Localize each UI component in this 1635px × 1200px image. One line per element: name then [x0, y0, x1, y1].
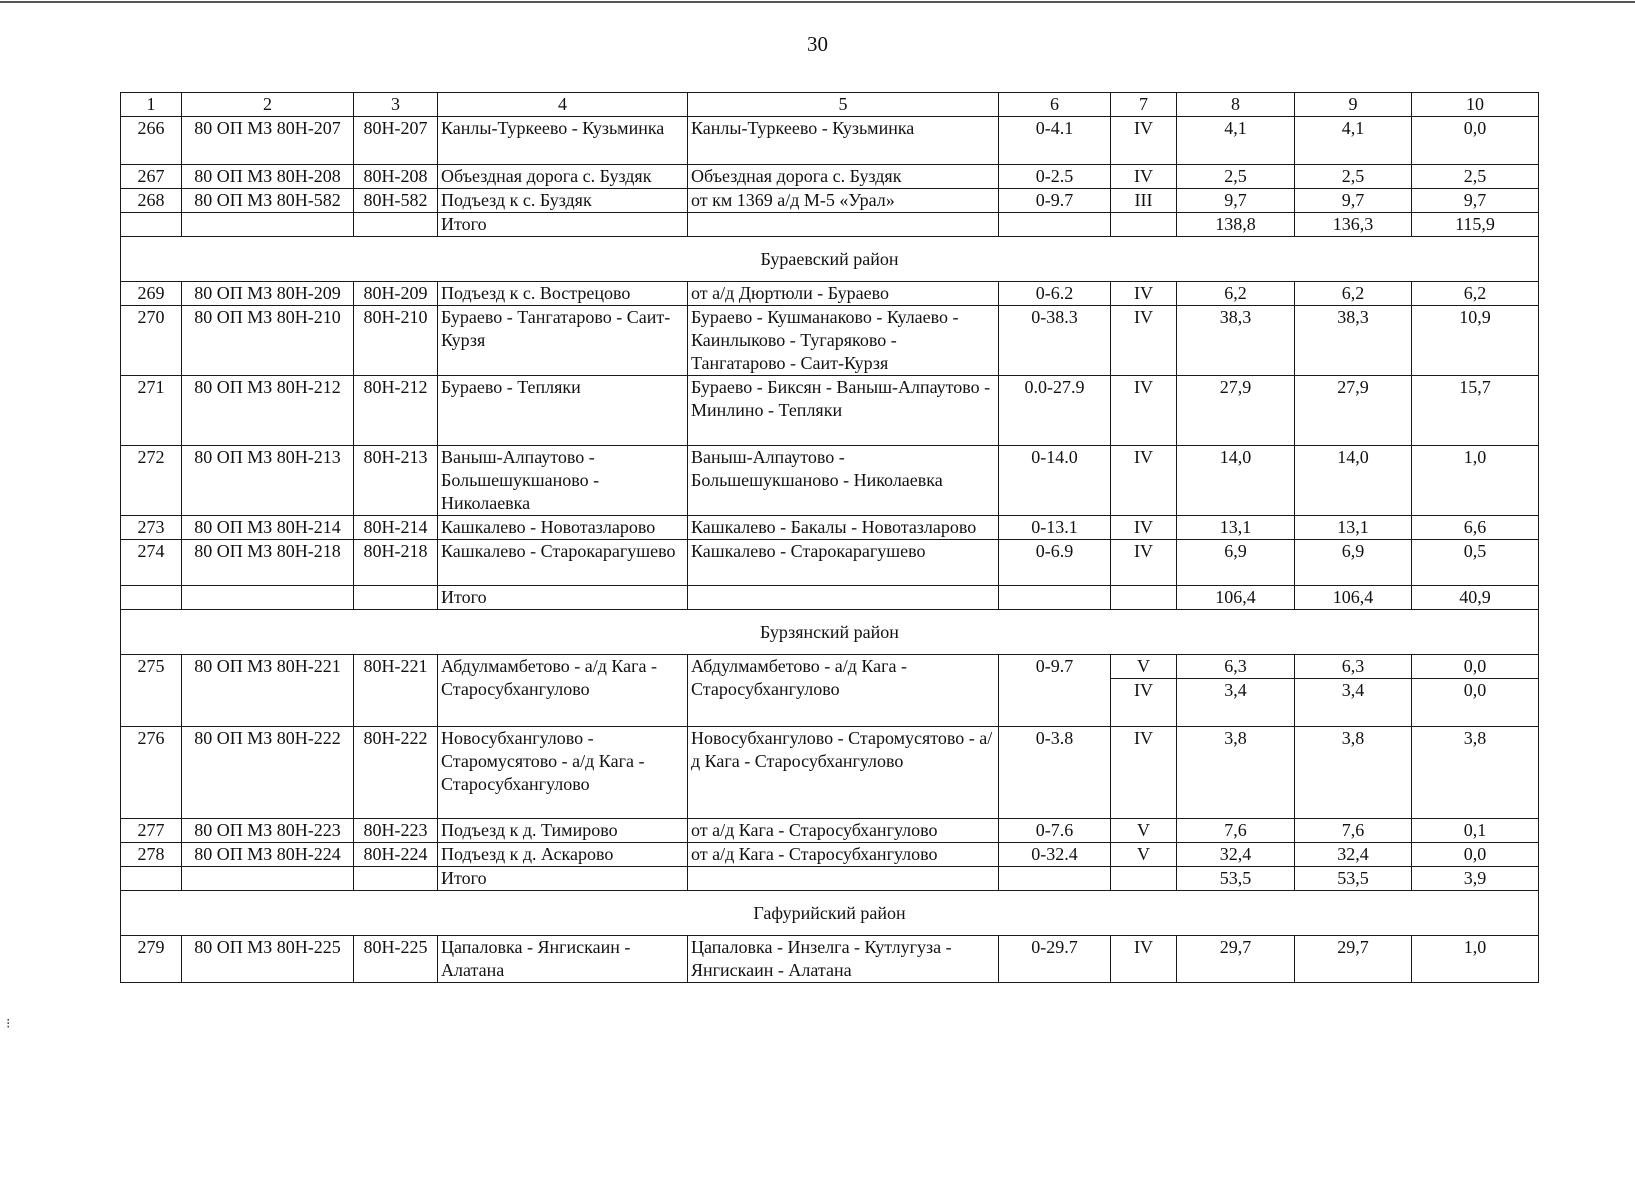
row-number-cell: 278	[121, 843, 182, 867]
row-number-cell: 270	[121, 306, 182, 376]
length-paved-cell: 40,9	[1412, 586, 1539, 610]
header-cell: 2	[182, 93, 354, 117]
table-row	[121, 936, 1539, 983]
km-range-cell: 0-9.7	[999, 655, 1111, 727]
road-code-cell: 80Н-222	[354, 727, 438, 819]
length-total-cell: 13,1	[1177, 516, 1295, 540]
category-cell: V	[1111, 655, 1177, 679]
route-cell	[688, 867, 999, 891]
road-name-cell: Подъезд к д. Аскарово	[438, 843, 688, 867]
category-cell: III	[1111, 189, 1177, 213]
km-range-cell: 0-13.1	[999, 516, 1111, 540]
row-number-cell: 274	[121, 540, 182, 586]
km-range-cell: 0-29.7	[999, 936, 1111, 983]
route-cell: Ваныш-Алпаутово - Большешукшаново - Николаевка	[688, 446, 999, 516]
category-cell: V	[1111, 819, 1177, 843]
length-total-cell: 2,5	[1177, 165, 1295, 189]
page-number: 30	[807, 32, 828, 56]
length-paved-cell: 6,2	[1412, 282, 1539, 306]
length-regional-cell: 4,1	[1295, 117, 1412, 165]
total-row	[121, 867, 1539, 891]
road-name-cell: Новосубхангулово - Старомусятово - а/д Кага - Старосубхангулово	[438, 727, 688, 819]
length-paved-cell: 0,0	[1412, 117, 1539, 165]
route-cell: от а/д Кага - Старосубхангулово	[688, 843, 999, 867]
road-id-cell: 80 ОП МЗ 80Н-208	[182, 165, 354, 189]
length-regional-cell: 29,7	[1295, 936, 1412, 983]
km-range-cell: 0.0-27.9	[999, 376, 1111, 446]
length-total-cell: 138,8	[1177, 213, 1295, 237]
km-range-cell	[999, 867, 1111, 891]
road-code-cell: 80Н-221	[354, 655, 438, 727]
km-range-cell: 0-32.4	[999, 843, 1111, 867]
road-code-cell: 80Н-223	[354, 819, 438, 843]
section-row	[121, 610, 1539, 655]
length-total-cell: 53,5	[1177, 867, 1295, 891]
length-total-cell: 4,1	[1177, 117, 1295, 165]
table-row	[121, 819, 1539, 843]
road-name-cell: Подъезд к с. Буздяк	[438, 189, 688, 213]
length-paved-cell: 15,7	[1412, 376, 1539, 446]
length-paved-cell: 6,6	[1412, 516, 1539, 540]
road-id-cell: 80 ОП МЗ 80Н-212	[182, 376, 354, 446]
km-range-cell: 0-9.7	[999, 189, 1111, 213]
road-code-cell: 80Н-209	[354, 282, 438, 306]
row-number-cell: 268	[121, 189, 182, 213]
length-paved-cell: 2,5	[1412, 165, 1539, 189]
table-row	[121, 189, 1539, 213]
row-number-cell: 279	[121, 936, 182, 983]
table-row	[121, 540, 1539, 586]
table-row	[121, 516, 1539, 540]
length-total-cell: 9,7	[1177, 189, 1295, 213]
road-name-cell: Бураево - Тангатарово - Саит-Курзя	[438, 306, 688, 376]
length-regional-cell: 27,9	[1295, 376, 1412, 446]
road-name-cell: Итого	[438, 586, 688, 610]
route-cell: от а/д Дюртюли - Бураево	[688, 282, 999, 306]
route-cell: Кашкалево - Старокарагушево	[688, 540, 999, 586]
road-id-cell: 80 ОП МЗ 80Н-209	[182, 282, 354, 306]
roads-table	[120, 92, 1539, 983]
length-regional-cell: 6,3	[1295, 655, 1412, 679]
length-total-cell: 14,0	[1177, 446, 1295, 516]
length-regional-cell: 3,4	[1295, 679, 1412, 727]
road-id-cell	[182, 213, 354, 237]
category-cell: IV	[1111, 540, 1177, 586]
road-name-cell: Итого	[438, 213, 688, 237]
category-cell: IV	[1111, 446, 1177, 516]
length-total-cell: 32,4	[1177, 843, 1295, 867]
length-regional-cell: 2,5	[1295, 165, 1412, 189]
section-row	[121, 237, 1539, 282]
road-code-cell: 80Н-210	[354, 306, 438, 376]
category-cell	[1111, 867, 1177, 891]
road-id-cell: 80 ОП МЗ 80Н-218	[182, 540, 354, 586]
header-cell: 9	[1295, 93, 1412, 117]
category-cell: IV	[1111, 117, 1177, 165]
length-total-cell: 27,9	[1177, 376, 1295, 446]
km-range-cell	[999, 213, 1111, 237]
length-regional-cell: 13,1	[1295, 516, 1412, 540]
header-cell: 3	[354, 93, 438, 117]
length-regional-cell: 9,7	[1295, 189, 1412, 213]
road-id-cell: 80 ОП МЗ 80Н-582	[182, 189, 354, 213]
row-number-cell	[121, 867, 182, 891]
length-total-cell: 106,4	[1177, 586, 1295, 610]
length-regional-cell: 7,6	[1295, 819, 1412, 843]
length-paved-cell: 3,8	[1412, 727, 1539, 819]
category-cell: V	[1111, 843, 1177, 867]
length-regional-cell: 3,8	[1295, 727, 1412, 819]
road-code-cell: 80Н-213	[354, 446, 438, 516]
road-code-cell: 80Н-582	[354, 189, 438, 213]
length-paved-cell: 0,0	[1412, 655, 1539, 679]
row-number-cell: 273	[121, 516, 182, 540]
row-number-cell	[121, 586, 182, 610]
category-cell: IV	[1111, 165, 1177, 189]
road-name-cell: Подъезд к д. Тимирово	[438, 819, 688, 843]
road-name-cell: Ваныш-Алпаутово - Большешукшаново - Николаевка	[438, 446, 688, 516]
route-cell	[688, 213, 999, 237]
category-cell	[1111, 213, 1177, 237]
total-row	[121, 586, 1539, 610]
km-range-cell: 0-7.6	[999, 819, 1111, 843]
road-id-cell	[182, 586, 354, 610]
road-name-cell: Итого	[438, 867, 688, 891]
length-paved-cell: 9,7	[1412, 189, 1539, 213]
header-cell: 6	[999, 93, 1111, 117]
length-regional-cell: 106,4	[1295, 586, 1412, 610]
header-cell: 7	[1111, 93, 1177, 117]
route-cell: Бураево - Кушманаково - Кулаево - Каинлыково - Тугаряково - Тангатарово - Саит-Курзя	[688, 306, 999, 376]
length-paved-cell: 10,9	[1412, 306, 1539, 376]
row-number-cell: 271	[121, 376, 182, 446]
header-cell: 10	[1412, 93, 1539, 117]
table-row	[121, 282, 1539, 306]
length-paved-cell: 115,9	[1412, 213, 1539, 237]
length-total-cell: 6,3	[1177, 655, 1295, 679]
road-id-cell: 80 ОП МЗ 80Н-210	[182, 306, 354, 376]
length-regional-cell: 53,5	[1295, 867, 1412, 891]
category-cell: IV	[1111, 936, 1177, 983]
km-range-cell: 0-14.0	[999, 446, 1111, 516]
section-row	[121, 891, 1539, 936]
road-id-cell: 80 ОП МЗ 80Н-207	[182, 117, 354, 165]
road-code-cell: 80Н-214	[354, 516, 438, 540]
length-regional-cell: 6,9	[1295, 540, 1412, 586]
top-rule	[0, 1, 1635, 3]
road-id-cell: 80 ОП МЗ 80Н-225	[182, 936, 354, 983]
length-paved-cell: 0,0	[1412, 843, 1539, 867]
route-cell: Объездная дорога с. Буздяк	[688, 165, 999, 189]
road-name-cell: Канлы-Туркеево - Кузьминка	[438, 117, 688, 165]
row-number-cell: 266	[121, 117, 182, 165]
route-cell	[688, 586, 999, 610]
row-number-cell: 277	[121, 819, 182, 843]
table-row	[121, 655, 1539, 679]
length-regional-cell: 136,3	[1295, 213, 1412, 237]
table-body	[121, 93, 1539, 983]
road-name-cell: Цапаловка - Янгискаин - Алатана	[438, 936, 688, 983]
length-regional-cell: 6,2	[1295, 282, 1412, 306]
length-total-cell: 6,9	[1177, 540, 1295, 586]
length-paved-cell: 1,0	[1412, 446, 1539, 516]
road-id-cell: 80 ОП МЗ 80Н-222	[182, 727, 354, 819]
header-row	[121, 93, 1539, 117]
category-cell	[1111, 586, 1177, 610]
road-code-cell: 80Н-208	[354, 165, 438, 189]
route-cell: Кашкалево - Бакалы - Новотазларово	[688, 516, 999, 540]
road-code-cell: 80Н-212	[354, 376, 438, 446]
row-number-cell: 276	[121, 727, 182, 819]
road-name-cell: Подъезд к с. Вострецово	[438, 282, 688, 306]
length-paved-cell: 1,0	[1412, 936, 1539, 983]
row-number-cell: 272	[121, 446, 182, 516]
table-row	[121, 376, 1539, 446]
km-range-cell: 0-6.2	[999, 282, 1111, 306]
table-row	[121, 306, 1539, 376]
road-id-cell: 80 ОП МЗ 80Н-221	[182, 655, 354, 727]
table-row	[121, 165, 1539, 189]
table-row	[121, 446, 1539, 516]
length-regional-cell: 38,3	[1295, 306, 1412, 376]
category-cell: IV	[1111, 679, 1177, 727]
length-paved-cell: 3,9	[1412, 867, 1539, 891]
km-range-cell: 0-2.5	[999, 165, 1111, 189]
road-id-cell: 80 ОП МЗ 80Н-214	[182, 516, 354, 540]
length-total-cell: 3,8	[1177, 727, 1295, 819]
length-total-cell: 3,4	[1177, 679, 1295, 727]
road-code-cell: 80Н-218	[354, 540, 438, 586]
total-row	[121, 213, 1539, 237]
header-cell: 4	[438, 93, 688, 117]
km-range-cell	[999, 586, 1111, 610]
table-row	[121, 727, 1539, 819]
section-title: Гафурийский район	[121, 891, 1539, 936]
category-cell: IV	[1111, 376, 1177, 446]
category-cell: IV	[1111, 516, 1177, 540]
km-range-cell: 0-4.1	[999, 117, 1111, 165]
road-code-cell: 80Н-207	[354, 117, 438, 165]
row-number-cell	[121, 213, 182, 237]
route-cell: Абдулмамбетово - а/д Кага - Старосубхангулово	[688, 655, 999, 727]
category-cell: IV	[1111, 306, 1177, 376]
km-range-cell: 0-3.8	[999, 727, 1111, 819]
length-regional-cell: 32,4	[1295, 843, 1412, 867]
route-cell: Бураево - Биксян - Ваныш-Алпаутово - Минлино - Тепляки	[688, 376, 999, 446]
road-code-cell: 80Н-224	[354, 843, 438, 867]
road-id-cell: 80 ОП МЗ 80Н-213	[182, 446, 354, 516]
road-name-cell: Абдулмамбетово - а/д Кага - Старосубхангулово	[438, 655, 688, 727]
margin-mark: ⁝	[6, 1017, 11, 1032]
route-cell: от км 1369 а/д М-5 «Урал»	[688, 189, 999, 213]
header-cell: 8	[1177, 93, 1295, 117]
road-code-cell	[354, 867, 438, 891]
row-number-cell: 267	[121, 165, 182, 189]
length-regional-cell: 14,0	[1295, 446, 1412, 516]
road-name-cell: Объездная дорога с. Буздяк	[438, 165, 688, 189]
length-total-cell: 7,6	[1177, 819, 1295, 843]
road-id-cell: 80 ОП МЗ 80Н-224	[182, 843, 354, 867]
route-cell: от а/д Кага - Старосубхангулово	[688, 819, 999, 843]
route-cell: Цапаловка - Инзелга - Кутлугуза - Янгискаин - Алатана	[688, 936, 999, 983]
table-row	[121, 843, 1539, 867]
table-row	[121, 117, 1539, 165]
section-title: Бурзянский район	[121, 610, 1539, 655]
length-total-cell: 6,2	[1177, 282, 1295, 306]
road-id-cell	[182, 867, 354, 891]
category-cell: IV	[1111, 727, 1177, 819]
km-range-cell: 0-6.9	[999, 540, 1111, 586]
km-range-cell: 0-38.3	[999, 306, 1111, 376]
category-cell: IV	[1111, 282, 1177, 306]
road-id-cell: 80 ОП МЗ 80Н-223	[182, 819, 354, 843]
length-paved-cell: 0,1	[1412, 819, 1539, 843]
section-title: Бураевский район	[121, 237, 1539, 282]
route-cell: Канлы-Туркеево - Кузьминка	[688, 117, 999, 165]
road-name-cell: Кашкалево - Новотазларово	[438, 516, 688, 540]
route-cell: Новосубхангулово - Старомусятово - а/д Кага - Старосубхангулово	[688, 727, 999, 819]
road-name-cell: Бураево - Тепляки	[438, 376, 688, 446]
length-paved-cell: 0,0	[1412, 679, 1539, 727]
length-total-cell: 29,7	[1177, 936, 1295, 983]
length-paved-cell: 0,5	[1412, 540, 1539, 586]
row-number-cell: 269	[121, 282, 182, 306]
row-number-cell: 275	[121, 655, 182, 727]
header-cell: 1	[121, 93, 182, 117]
road-name-cell: Кашкалево - Старокарагушево	[438, 540, 688, 586]
road-code-cell: 80Н-225	[354, 936, 438, 983]
length-total-cell: 38,3	[1177, 306, 1295, 376]
road-code-cell	[354, 586, 438, 610]
road-code-cell	[354, 213, 438, 237]
header-cell: 5	[688, 93, 999, 117]
